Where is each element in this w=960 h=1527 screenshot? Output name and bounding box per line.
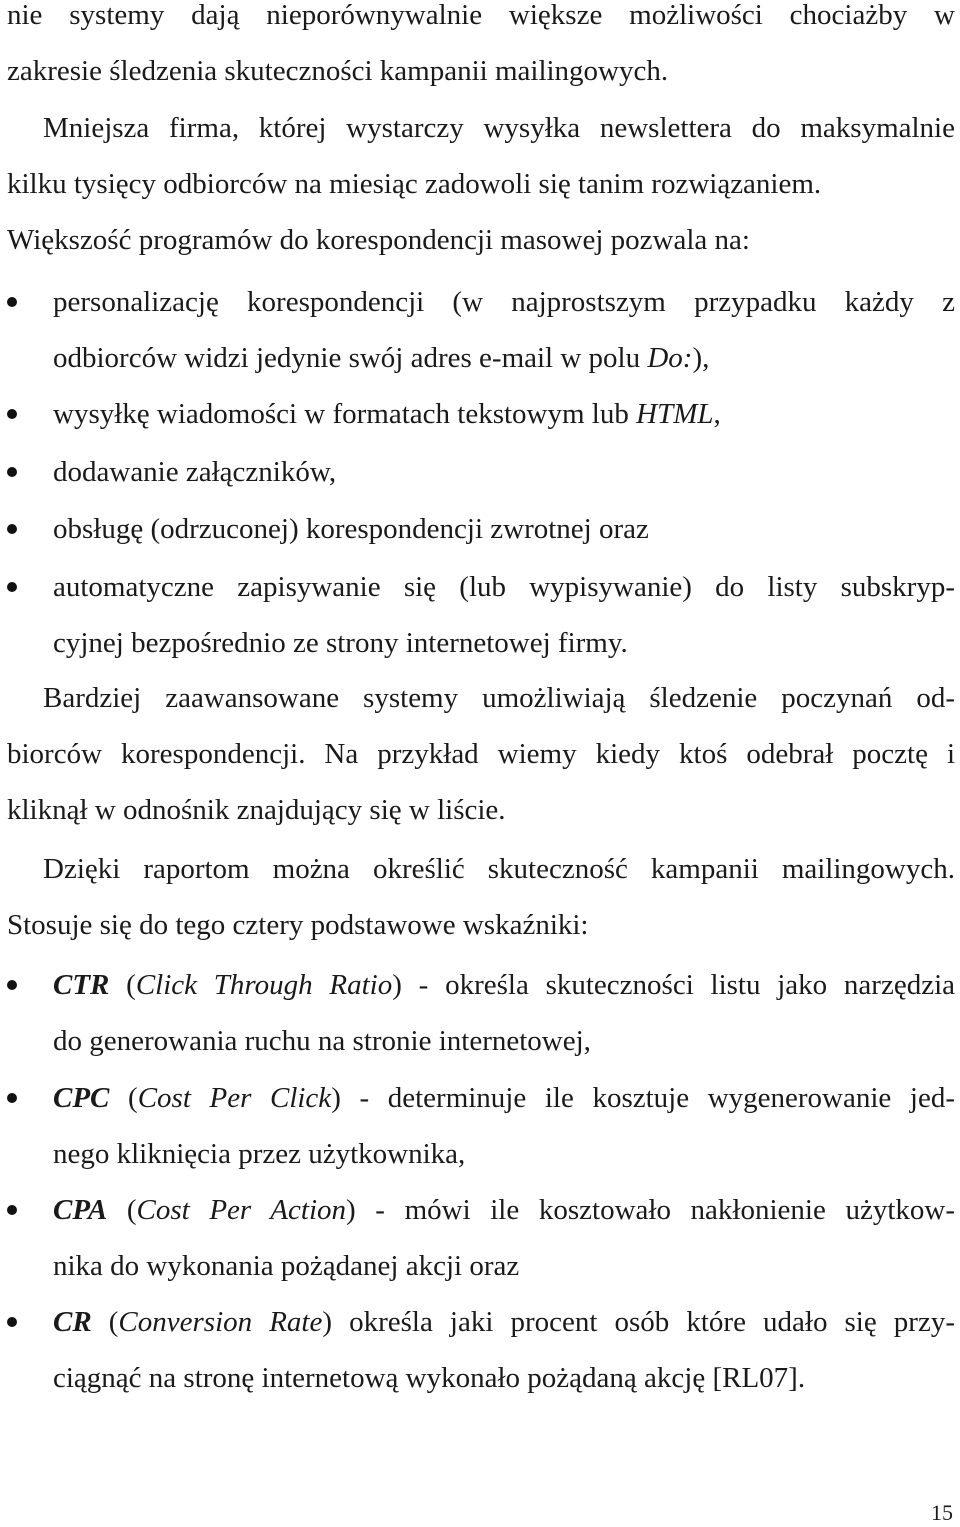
metric-fullname-cpa: Cost Per Action (136, 1194, 347, 1226)
advanced-line-2: biorców korespondencji. Na przykład wiemy kiedy ktoś odebrał pocztę i (7, 738, 955, 770)
reports-line-1: Dzięki raportom można określić skuteczność kampanii mailingowych. (43, 853, 955, 885)
text-run: ) - determinuje ile kosztuje wygenerowanie jed- (331, 1082, 955, 1114)
metric-fullname-cr: Conversion Rate (118, 1306, 323, 1338)
bullet-icon (7, 524, 17, 534)
text-run: , (713, 398, 721, 430)
text-run: ( (91, 1306, 119, 1338)
intro-line-5: Większość programów do korespondencji masowej pozwala na: (7, 224, 750, 256)
feature-item-personalization-line-1: personalizację korespondencji (w najprostszym przypadku każdy z (53, 286, 955, 318)
bullet-icon (7, 1205, 17, 1215)
text-run: ) określa jaki procent osób które udało się przy- (322, 1306, 955, 1338)
bullet-icon (7, 582, 17, 592)
intro-line-3: Mniejsza firma, której wystarczy wysyłka newslettera do maksymalnie (43, 112, 955, 144)
advanced-line-1: Bardziej zaawansowane systemy umożliwiają śledzenie poczynań od- (43, 682, 955, 714)
metric-abbr-cpa: CPA (53, 1194, 108, 1226)
metric-abbr-cpc: CPC (53, 1082, 110, 1114)
text-run: ) - mówi ile kosztowało nakłonienie użytkow- (346, 1194, 955, 1226)
metric-abbr-cr: CR (53, 1306, 92, 1338)
feature-item-subscription-line-1: automatyczne zapisywanie się (lub wypisywanie) do listy subskryp- (53, 571, 955, 603)
metric-item-cr-line-1 (53, 1304, 955, 1340)
metric-item-cr-line-2: ciągnąć na stronę internetową wykonało pożądaną akcję [RL07]. (53, 1362, 806, 1394)
metric-fullname-cpc: Cost Per Click (137, 1082, 332, 1114)
text-run: odbiorców widzi jedynie swój adres e-mail w polu (53, 342, 648, 374)
intro-line-2: zakresie śledzenia skuteczności kampanii mailingowych. (7, 55, 669, 87)
intro-line-4: kilku tysięcy odbiorców na miesiąc zadowoli się tanim rozwiązaniem. (7, 168, 822, 200)
metric-fullname-ctr: Click Through Ratio (135, 969, 393, 1001)
feature-item-bounces: obsługę (odrzuconej) korespondencji zwrotnej oraz (53, 513, 649, 545)
metric-item-cpc-line-2: nego kliknięcia przez użytkownika, (53, 1138, 466, 1170)
metric-abbr-ctr: CTR (53, 969, 110, 1001)
page-number: 15 (931, 1500, 953, 1525)
metric-item-ctr-line-1 (53, 967, 955, 1003)
bullet-icon (7, 980, 17, 990)
metric-item-cpc-line-1 (53, 1080, 955, 1116)
bullet-icon (7, 467, 17, 477)
bullet-icon (7, 1093, 17, 1103)
advanced-line-3: kliknął w odnośnik znajdujący się w liście. (7, 794, 506, 826)
bullet-icon (7, 1317, 17, 1327)
text-run: ( (109, 1082, 138, 1114)
bullet-icon (7, 297, 17, 307)
format-html: HTML (636, 398, 714, 430)
metric-item-cpa-line-1 (53, 1192, 955, 1228)
bullet-icon (7, 409, 17, 419)
text-run: ) - określa skuteczności listu jako narzędzia (392, 969, 955, 1001)
feature-item-subscription-line-2: cyjnej bezpośrednio ze strony internetowej firmy. (53, 627, 628, 659)
text-run: ( (109, 969, 136, 1001)
feature-item-formats (53, 396, 955, 432)
metric-item-cpa-line-2: nika do wykonania pożądanej akcji oraz (53, 1250, 520, 1282)
intro-line-1: nie systemy dają nieporównywalnie większe możliwości chociażby w (7, 0, 955, 31)
feature-item-personalization-line-2 (53, 340, 955, 376)
feature-item-attachments: dodawanie załączników, (53, 456, 337, 488)
reports-line-2: Stosuje się do tego cztery podstawowe wskaźniki: (7, 909, 589, 941)
text-run: wysyłkę wiadomości w formatach tekstowym lub (53, 398, 637, 430)
text-run: ), (692, 342, 710, 374)
field-name-do: Do: (647, 342, 693, 374)
text-run: ( (107, 1194, 137, 1226)
metric-item-ctr-line-2: do generowania ruchu na stronie internetowej, (53, 1025, 591, 1057)
